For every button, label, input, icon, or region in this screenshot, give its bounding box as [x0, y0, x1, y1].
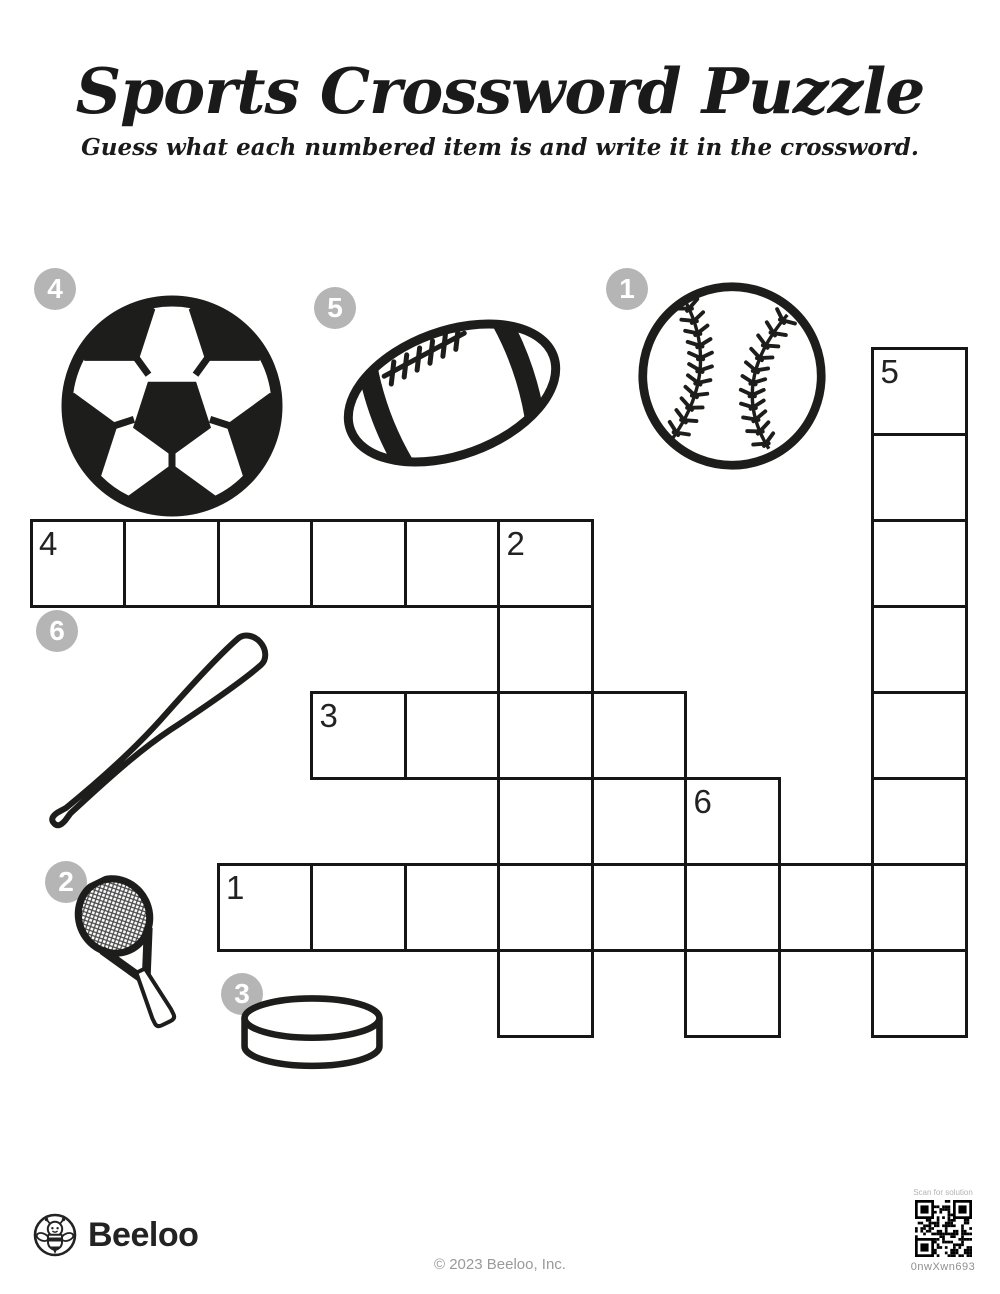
clue-number-label: 1 [226, 869, 245, 906]
crossword-cell [497, 863, 594, 952]
crossword-cell [404, 863, 501, 952]
beeloo-bee-logo-icon [32, 1212, 78, 1258]
crossword-cell [497, 605, 594, 694]
crossword-cell [871, 777, 968, 866]
item-number-badge: 3 [221, 973, 263, 1015]
copyright-text: © 2023 Beeloo, Inc. [434, 1256, 566, 1273]
clue-number-label: 6 [693, 783, 712, 820]
clue-number-label: 4 [39, 525, 58, 562]
brand-name: Beeloo [88, 1216, 199, 1254]
crossword-cell [310, 863, 407, 952]
qr-code-icon [915, 1200, 972, 1257]
crossword-cell [404, 691, 501, 780]
item-number-badge: 4 [34, 268, 76, 310]
clue-number-label: 2 [506, 525, 525, 562]
header [0, 54, 1000, 162]
item-number-badge: 2 [45, 861, 87, 903]
crossword-cell [871, 691, 968, 780]
item-number-badge: 6 [36, 610, 78, 652]
crossword-cell [871, 863, 968, 952]
clue-number-label: 5 [880, 353, 899, 390]
crossword-cell [871, 433, 968, 522]
qr-code-id: 0nwXwn693 [910, 1261, 976, 1273]
hockey-puck-icon [237, 990, 387, 1079]
crossword-cell [310, 519, 407, 608]
crossword-cell [871, 519, 968, 608]
football-icon [332, 308, 572, 478]
baseball-bat-icon [36, 610, 308, 860]
page-title: Sports Crossword Puzzle [75, 54, 925, 128]
clue-number-label: 3 [319, 697, 338, 734]
qr-caption: Scan for solution [913, 1188, 973, 1197]
crossword-cell [497, 949, 594, 1038]
crossword-cell [497, 777, 594, 866]
baseball-icon [635, 279, 829, 473]
crossword-cell [871, 605, 968, 694]
crossword-cell [404, 519, 501, 608]
crossword-cell [217, 519, 314, 608]
crossword-cell [778, 863, 875, 952]
page-subtitle: Guess what each numbered item is and write it in the crossword. [81, 134, 919, 162]
crossword-cell [684, 949, 781, 1038]
crossword-cell [591, 863, 688, 952]
crossword-cell [684, 863, 781, 952]
crossword-cell [871, 949, 968, 1038]
tennis-racket-icon [53, 859, 213, 1052]
crossword-cell [497, 691, 594, 780]
crossword-cell [123, 519, 220, 608]
item-number-badge: 1 [606, 268, 648, 310]
item-number-badge: 5 [314, 287, 356, 329]
soccer-ball-icon [61, 295, 283, 517]
qr-block [903, 1188, 983, 1273]
crossword-cell [591, 691, 688, 780]
